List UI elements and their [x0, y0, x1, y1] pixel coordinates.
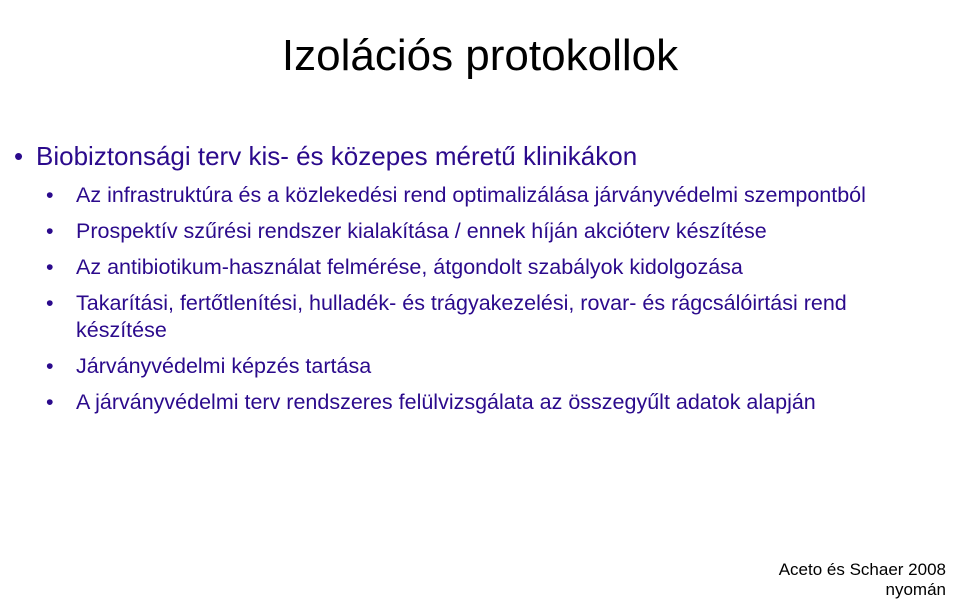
- list-item: [42, 182, 942, 209]
- bullet-dot-icon: •: [46, 219, 54, 243]
- main-bullet: [14, 140, 944, 172]
- bullet-dot-icon: •: [46, 183, 54, 207]
- citation-line-1: Aceto és Schaer 2008: [778, 560, 946, 579]
- bullet-dot-icon: •: [46, 291, 54, 315]
- bullet-dot-icon: •: [14, 141, 24, 171]
- list-item: [42, 218, 942, 245]
- main-bullet-text: Biobiztonsági terv kis- és közepes méretű klinikákon: [36, 141, 638, 171]
- bullet-dot-icon: •: [46, 354, 54, 378]
- citation-line-2: nyomán: [885, 580, 946, 599]
- citation: [726, 560, 946, 600]
- page-title: Izolációs protokollok: [281, 31, 679, 81]
- list-item-text: Az antibiotikum-használat felmérése, átgondolt szabályok kidolgozása: [76, 255, 743, 279]
- list-item-text: Prospektív szűrési rendszer kialakítása / ennek híján akcióterv készítése: [76, 219, 767, 243]
- list-item-text: A járványvédelmi terv rendszeres felülvizsgálata az összegyűlt adatok alapján: [76, 390, 816, 414]
- list-item: [42, 254, 942, 281]
- bullet-dot-icon: •: [46, 255, 54, 279]
- bullet-dot-icon: •: [46, 390, 54, 414]
- list-item: [42, 290, 942, 344]
- list-item-text: Járványvédelmi képzés tartása: [76, 354, 372, 378]
- list-item: [42, 353, 942, 380]
- sub-bullet-list: [42, 182, 942, 424]
- list-item-text: Az infrastruktúra és a közlekedési rend optimalizálása járványvédelmi szempontból: [76, 183, 866, 207]
- list-item: [42, 389, 942, 416]
- list-item-text: Takarítási, fertőtlenítési, hulladék- és trágyakezelési, rovar- és rágcsálóirtási rend készítése: [76, 291, 847, 342]
